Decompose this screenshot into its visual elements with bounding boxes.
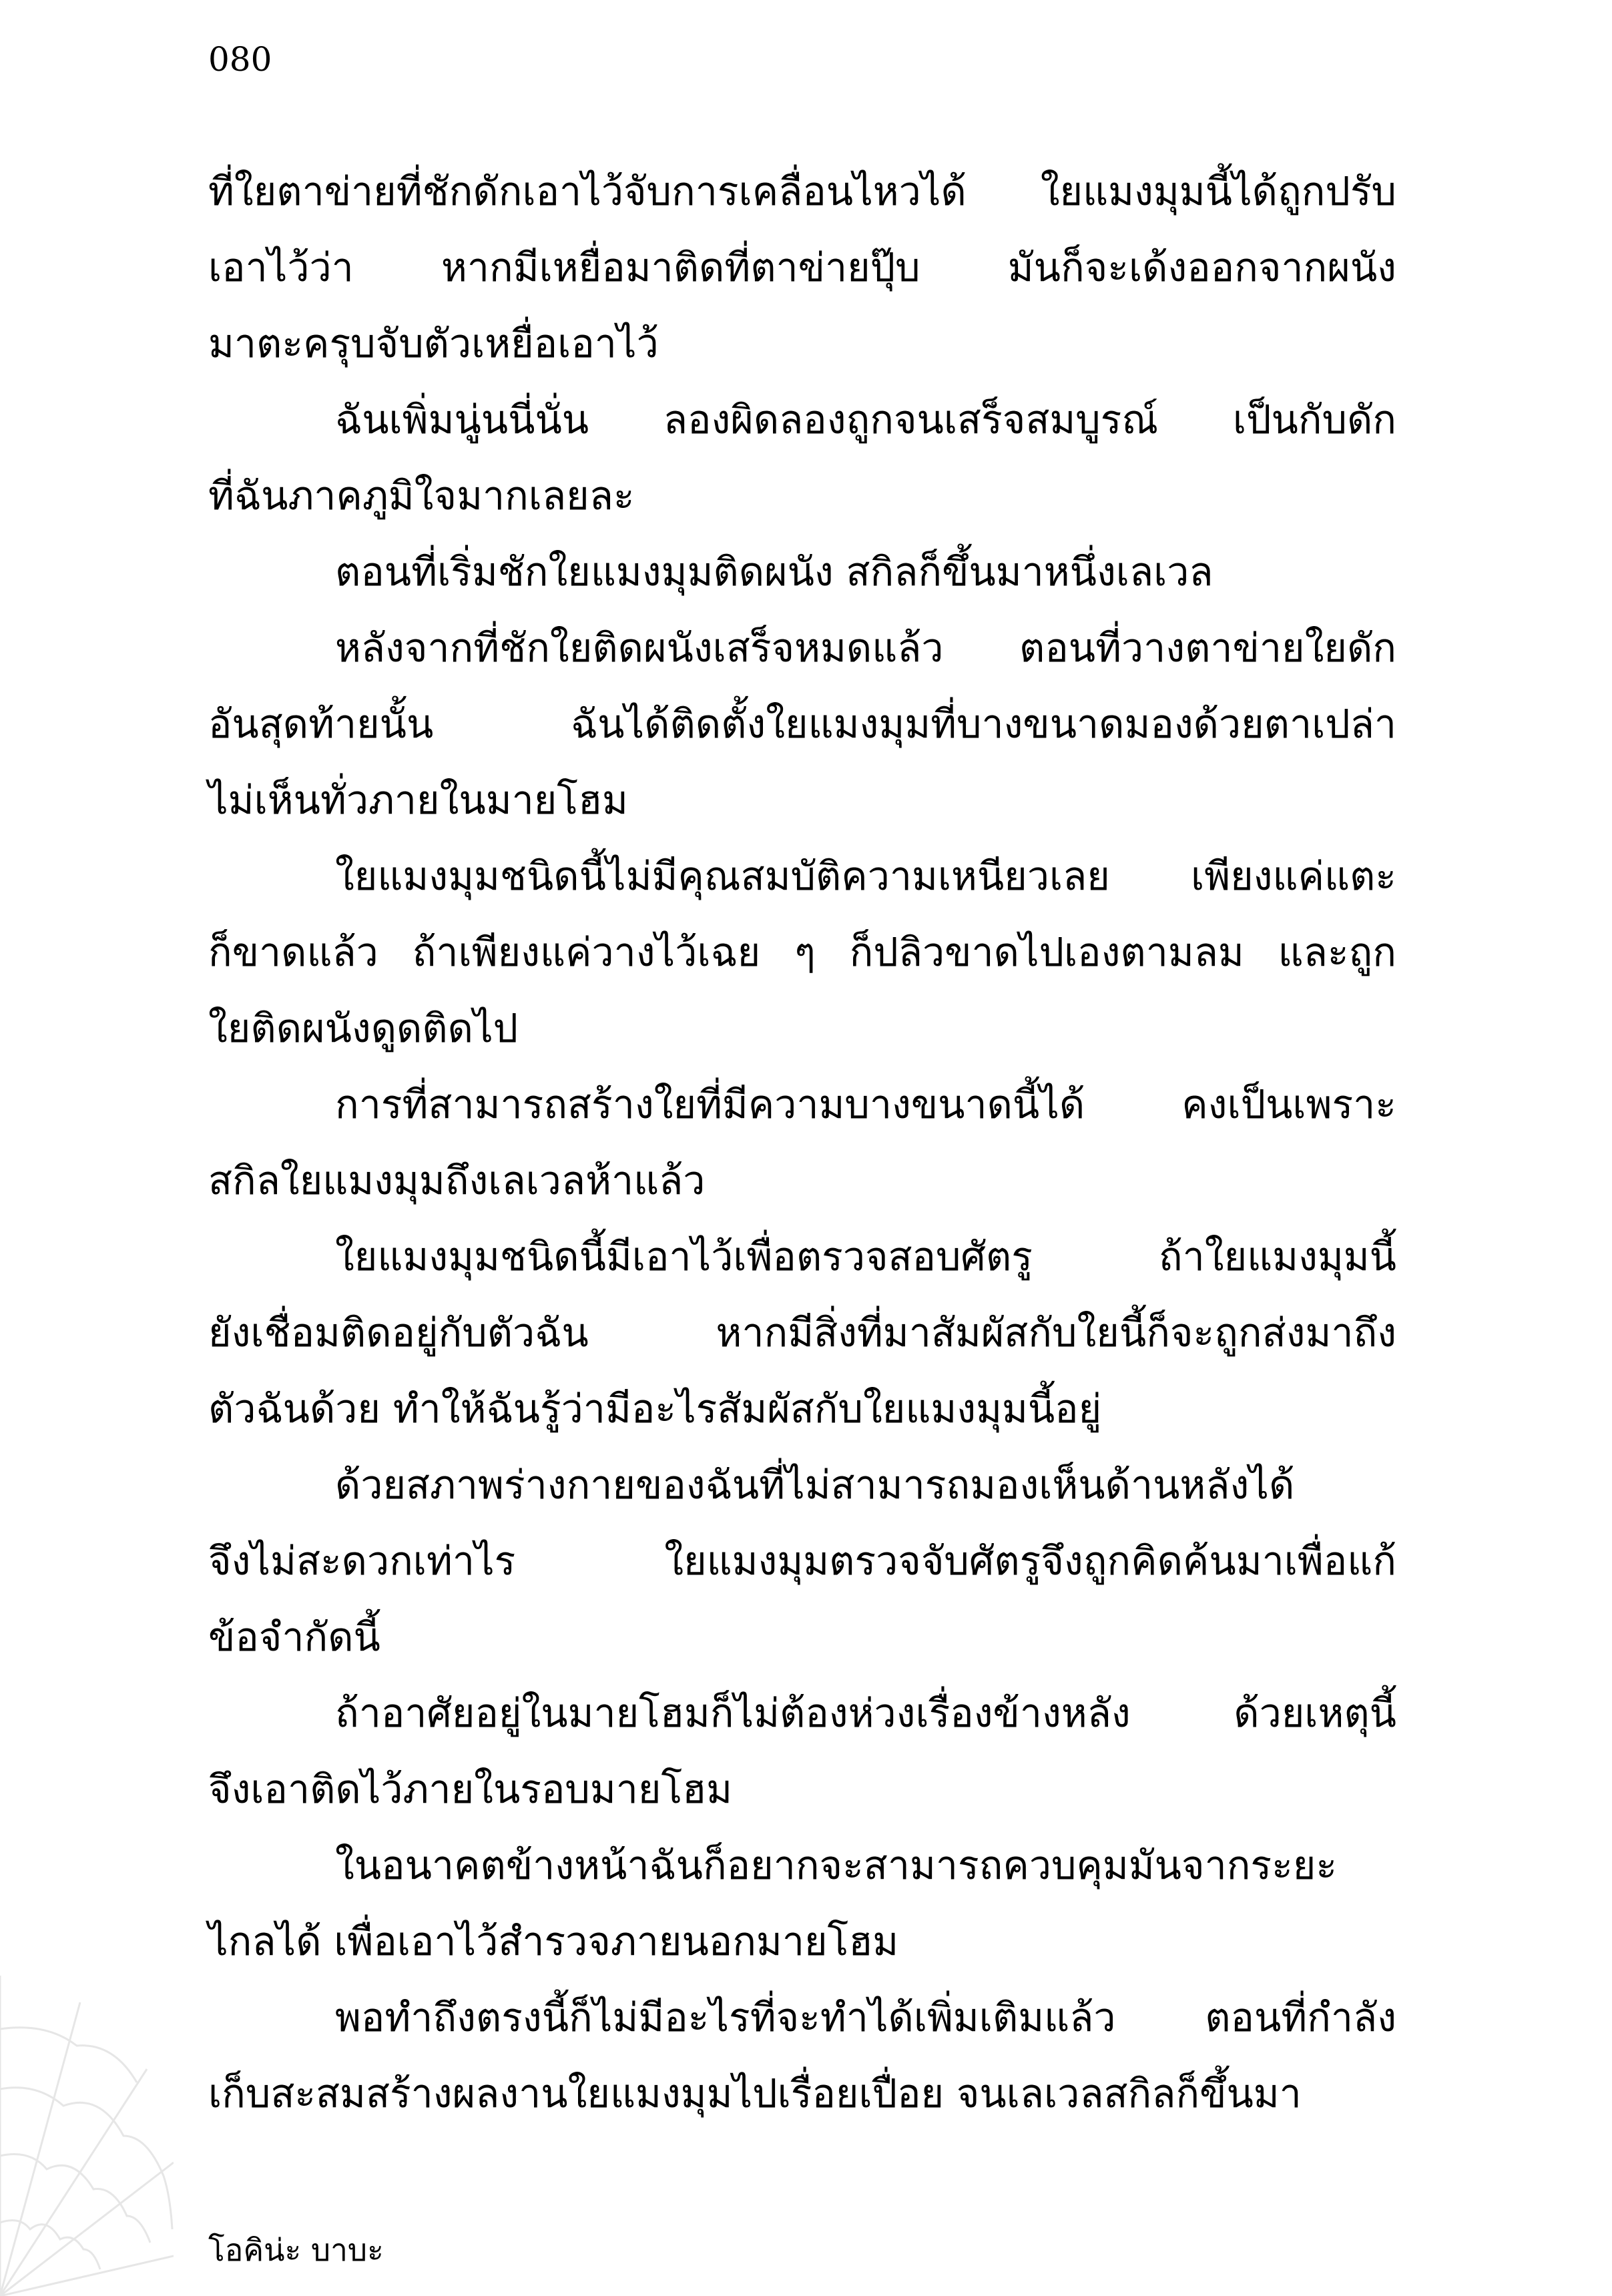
text-line: พอทำถึงตรงนี้ก็ไม่มีอะไรที่จะทำได้เพิ่มเติมแล้ว ตอนที่กำลัง [335,1994,1396,2040]
paragraph [208,838,1396,1067]
paragraph [208,1827,1396,1980]
body-text [208,154,1396,2132]
paragraph [208,154,1396,382]
text-line: ก็ขาดแล้ว ถ้าเพียงแค่วางไว้เฉย ๆ ก็ปลิวขาดไปเองตามลม และถูก [208,929,1396,975]
text-line: ไม่เห็นทั่วภายในมายโฮม [208,777,628,823]
text-line: จึงไม่สะดวกเท่าไร ใยแมงมุมตรวจจับศัตรูจึงถูกคิดค้นมาเพื่อแก้ [208,1538,1396,1584]
text-line: เอาไว้ว่า หากมีเหยื่อมาติดที่ตาข่ายปุ๊บ มันก็จะเด้งออกจากผนัง [208,244,1396,290]
text-line: อันสุดท้ายนั้น ฉันได้ติดตั้งใยแมงมุมที่บางขนาดมองด้วยตาเปล่า [208,701,1396,747]
spider-web-icon [0,1936,174,2296]
paragraph [208,382,1396,534]
text-line: มาตะครุบจับตัวเหยื่อเอาไว้ [208,320,659,366]
text-line: หลังจากที่ชักใยติดผนังเสร็จหมดแล้ว ตอนที่วางตาข่ายใยดัก [335,625,1396,671]
paragraph [208,610,1396,838]
paragraph [208,1219,1396,1447]
text-line: ใยติดผนังดูดติดไป [208,1005,519,1051]
text-line: ที่ใยตาข่ายที่ชักดักเอาไว้จับการเคลื่อนไหวได้ ใยแมงมุมนี้ได้ถูกปรับ [208,168,1396,214]
text-line: การที่สามารถสร้างใยที่มีความบางขนาดนี้ได้ คงเป็นเพราะ [335,1081,1396,1127]
page-number: 080 [208,40,272,79]
paragraph [208,1067,1396,1219]
text-line: ในอนาคตข้างหน้าฉันก็อยากจะสามารถควบคุมมันจากระยะ [335,1842,1338,1888]
paragraph [208,1980,1396,2132]
paragraph [208,534,1396,610]
text-line: ด้วยสภาพร่างกายของฉันที่ไม่สามารถมองเห็นด้านหลังได้ [335,1462,1295,1508]
text-line: ที่ฉันภาคภูมิใจมากเลยละ [208,473,635,519]
paragraph [208,1675,1396,1827]
text-line: สกิลใยแมงมุมถึงเลเวลห้าแล้ว [208,1157,706,1203]
text-line: ใยแมงมุมชนิดนี้มีเอาไว้เพื่อตรวจสอบศัตรู ถ้าใยแมงมุมนี้ [335,1233,1396,1279]
paragraph [208,1447,1396,1675]
text-line: ใยแมงมุมชนิดนี้ไม่มีคุณสมบัติความเหนียวเลย เพียงแค่แตะ [335,853,1396,899]
text-line: ฉันเพิ่มนู่นนี่นั่น ลองผิดลองถูกจนเสร็จสมบูรณ์ เป็นกับดัก [335,396,1396,443]
text-line: ถ้าอาศัยอยู่ในมายโฮมก็ไม่ต้องห่วงเรื่องข้างหลัง ด้วยเหตุนี้ [335,1690,1396,1736]
book-author-footer: โอคิน่ะ บาบะ [208,2232,384,2268]
text-line: ตัวฉันด้วย ทำให้ฉันรู้ว่ามีอะไรสัมผัสกับใยแมงมุมนี้อยู่ [208,1386,1102,1432]
text-line: ข้อจำกัดนี้ [208,1614,380,1660]
text-line: ยังเชื่อมติดอยู่กับตัวฉัน หากมีสิ่งที่มาสัมผัสกับใยนี้ก็จะถูกส่งมาถึง [208,1310,1396,1356]
text-line: ตอนที่เริ่มชักใยแมงมุมติดผนัง สกิลก็ขึ้นมาหนึ่งเลเวล [335,549,1214,595]
text-line: จึงเอาติดไว้ภายในรอบมายโฮม [208,1766,733,1812]
text-line: ไกลได้ เพื่อเอาไว้สำรวจภายนอกมายโฮม [208,1918,899,1964]
text-line: เก็บสะสมสร้างผลงานใยแมงมุมไปเรื่อยเปื่อย จนเลเวลสกิลก็ขึ้นมา [208,2070,1302,2116]
